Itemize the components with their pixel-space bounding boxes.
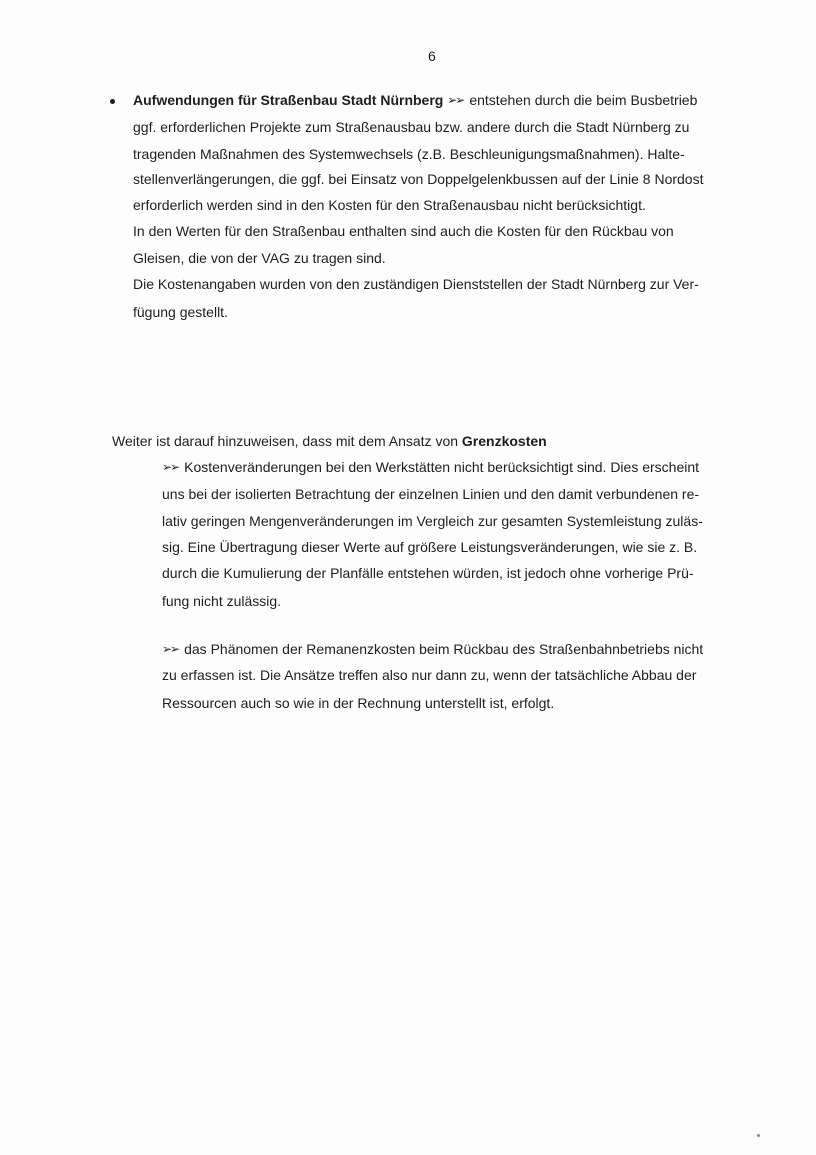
point1-line: fung nicht zulässig. — [162, 593, 282, 609]
section1-heading: Aufwendungen für Straßenbau Stadt Nürnberg — [133, 92, 444, 108]
section1-line: Die Kostenangaben wurden von den zuständigen Dienststellen der Stadt Nürnberg zur Ver- — [133, 276, 699, 292]
bullet-icon — [110, 99, 115, 104]
section1-line1-rest: entstehen durch die beim Busbetrieb — [469, 92, 698, 108]
point2-line: zu erfassen ist. Die Ansätze treffen also nur dann zu, wenn der tatsächliche Abbau der — [162, 667, 697, 683]
section1-line: tragenden Maßnahmen des Systemwechsels (z.B. Beschleunigungsmaßnahmen). Halte- — [133, 146, 685, 162]
page-number: 6 — [428, 48, 436, 64]
section2-intro — [112, 432, 547, 450]
double-arrow-icon: ➢➢ — [162, 642, 179, 656]
point1-first-text: Kostenveränderungen bei den Werkstätten nicht berücksichtigt sind. Dies erscheint — [184, 459, 700, 475]
section1-line: erforderlich werden sind in den Kosten für den Straßenausbau nicht berücksichtigt. — [133, 197, 646, 213]
section1-line: fügung gestellt. — [133, 304, 228, 320]
point1-line: durch die Kumulierung der Planfälle entstehen würden, ist jedoch ohne vorherige Prü- — [162, 565, 694, 581]
section1-line: Gleisen, die von der VAG zu tragen sind. — [133, 250, 386, 266]
point1-line: sig. Eine Übertragung dieser Werte auf größere Leistungsveränderungen, wie sie z. B. — [162, 539, 698, 555]
double-arrow-icon: ➢➢ — [447, 93, 464, 107]
scan-speck — [757, 1134, 760, 1137]
point2-first-text: das Phänomen der Remanenzkosten beim Rückbau des Straßenbahnbetriebs nicht — [184, 641, 704, 657]
section2-intro-text: Weiter ist darauf hinzuweisen, dass mit dem Ansatz von — [112, 433, 459, 449]
section1-line: ggf. erforderlichen Projekte zum Straßenausbau bzw. andere durch die Stadt Nürnberg zu — [133, 119, 690, 135]
section1-line: In den Werten für den Straßenbau enthalten sind auch die Kosten für den Rückbau von — [133, 223, 674, 239]
point2-line: Ressourcen auch so wie in der Rechnung unterstellt ist, erfolgt. — [162, 695, 555, 711]
double-arrow-icon: ➢➢ — [162, 460, 179, 474]
point1-first-line — [162, 458, 699, 477]
section1-line: stellenverlängerungen, die ggf. bei Einsatz von Doppelgelenkbussen auf der Linie 8 Nordost — [133, 171, 704, 187]
section2-intro-bold: Grenzkosten — [461, 433, 547, 449]
point1-line: lativ geringen Mengenveränderungen im Vergleich zur gesamten Systemleistung zuläs- — [162, 513, 703, 529]
point2-first-line — [162, 640, 703, 659]
section1-first-line — [133, 91, 697, 110]
point1-line: uns bei der isolierten Betrachtung der einzelnen Linien und den damit verbundenen re- — [162, 486, 700, 502]
